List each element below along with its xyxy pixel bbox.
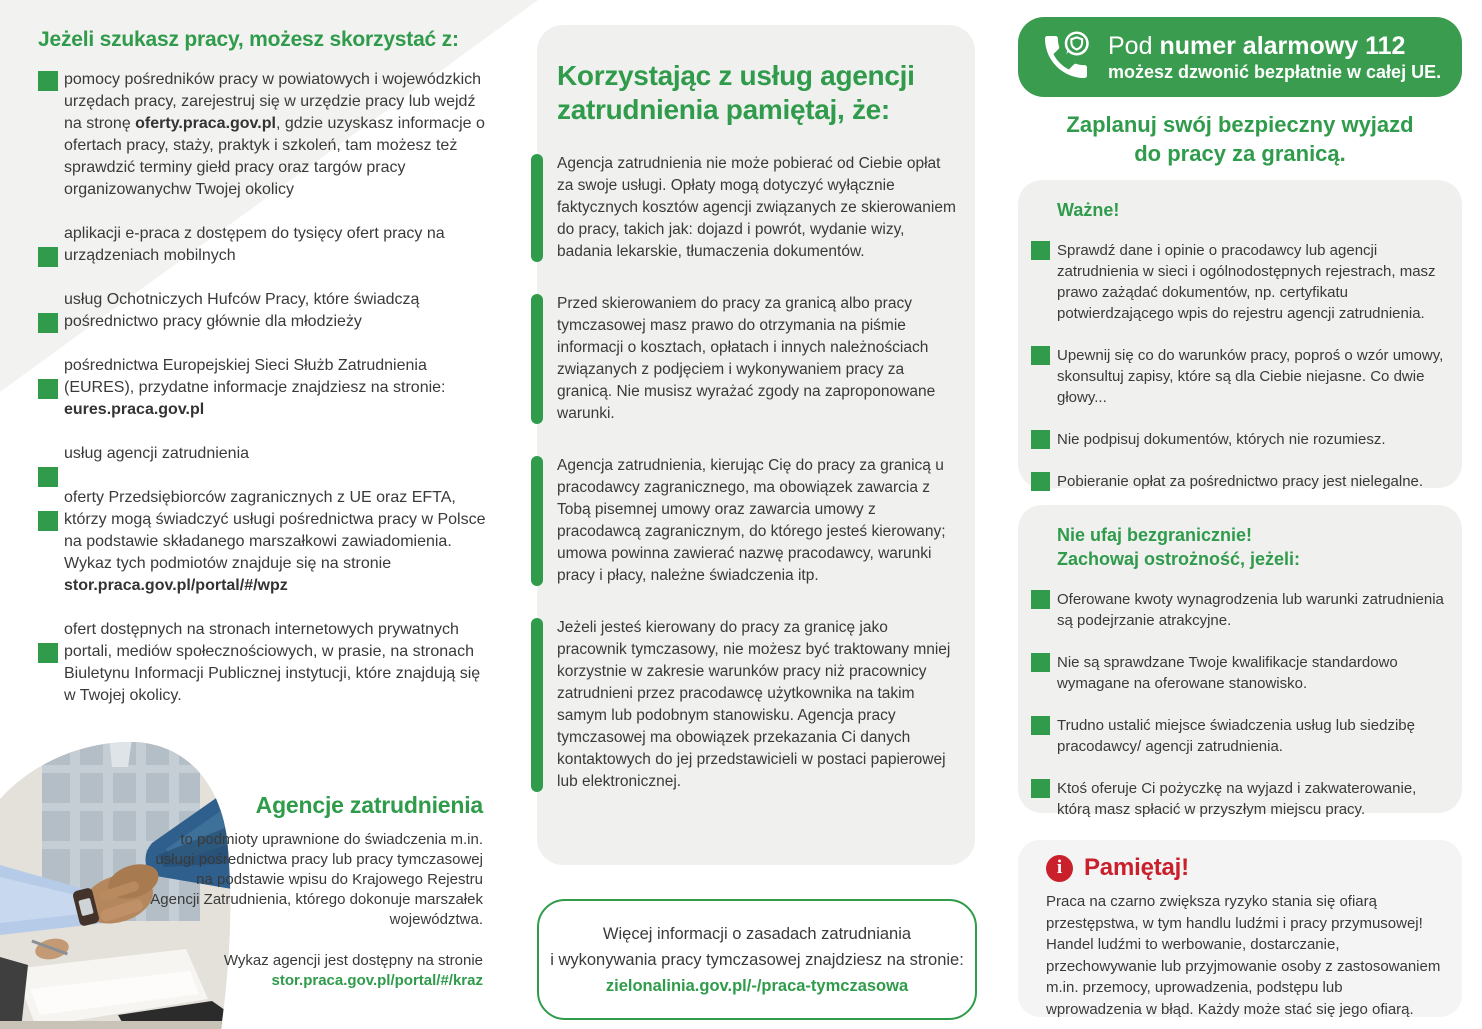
rule-paragraph [557,617,957,793]
bullet-square-icon [1031,346,1050,365]
caution-heading: Nie ufaj bezgranicznie! Zachowaj ostrożność, jeżeli: [1057,525,1301,569]
left-column [38,28,496,729]
info-icon: i [1046,855,1073,882]
rule-paragraph-text: Agencja zatrudnienia nie może pobierać od Ciebie opłat za swoje usługi. Opłaty mogą dotyczyć wyłącznie faktycznych kosztów agencji związanych ze skierowaniem do pracy, takich jak: dojazd i powrót, wydanie wizy, badania lekarskie, tłumaczenia dokumentów. [557,155,956,260]
bullet-square-icon [1031,241,1050,260]
list-item [38,487,496,597]
banner-title: Pod numer alarmowy 112 [1108,32,1406,60]
list-item-text: pośrednictwa Europejskiej Sieci Służb Zatrudnienia (EURES), przydatne informacje znajdziesz na stronie: eures.praca.gov.pl [64,357,446,418]
job-options-list [38,69,496,707]
more-info-line1: Więcej informacji o zasadach zatrudniania [602,924,912,943]
emergency-banner [1018,17,1462,97]
list-item [38,443,496,465]
list-item [38,355,496,421]
important-box [1018,180,1462,488]
list-item [1031,345,1444,408]
list-item-text: Oferowane kwoty wynagrodzenia lub warunki zatrudnienia są podejrzanie atrakcyjne. [1057,591,1444,629]
phone-112-icon [1038,29,1094,85]
list-item-text: Nie podpisuj dokumentów, których nie rozumiesz. [1057,431,1386,448]
list-item-text: Ktoś oferuje Ci pożyczkę na wyjazd i zakwaterowanie, którą masz spłacić w przyszłym miejscu pracy. [1057,780,1417,818]
left-heading: Jeżeli szukasz pracy, możesz skorzystać z: [38,28,459,51]
bullet-square-icon [38,643,58,663]
list-item [1031,429,1444,450]
list-item-text: Pobieranie opłat za pośrednictwo pracy jest nielegalne. [1057,473,1424,490]
bullet-square-icon [1031,653,1050,672]
bullet-square-icon [38,71,58,91]
caution-list [1031,589,1444,820]
agencies-section [148,792,483,991]
paragraph-accent-bar [531,154,543,262]
bullet-square-icon [38,313,58,333]
paragraph-accent-bar [531,294,543,424]
remember-box [1018,840,1462,1017]
list-item-text: Upewnij się co do warunków pracy, poproś o wzór umowy, skonsultuj zapisy, które są dla Ciebie niejasne. Co dwie głowy... [1057,347,1444,406]
list-item-text: aplikacji e-praca z dostępem do tysięcy ofert pracy na urządzeniach mobilnych [64,225,445,264]
bullet-square-icon [38,247,58,267]
kraz-link[interactable]: stor.praca.gov.pl/portal/#/kraz [271,972,483,989]
list-item [1031,778,1444,820]
list-item-text: usług Ochotniczych Hufców Pracy, które świadczą pośrednictwo pracy głównie dla młodzieży [64,291,420,330]
list-item [1031,652,1444,694]
bullet-square-icon [1031,590,1050,609]
list-item [1031,240,1444,324]
list-item [38,619,496,707]
more-info-line2: i wykonywania pracy tymczasowej znajdziesz na stronie: [550,950,964,969]
remember-body: Praca na czarno zwiększa ryzyko stania się ofiarą przestępstwa, w tym handlu ludźmi i pracy przymusowej! Handel ludźmi to werbowanie, dostarczanie, przechowywanie lub przyjmowanie osoby z zastosowaniem m.in. przemocy, uprowadzenia, podstępu lub wprowadzenia w błąd. Każdy może stać się jego ofiarą. [1046,893,1441,1018]
remember-heading: Pamiętaj! [1084,854,1189,881]
list-item [38,69,496,201]
list-item [1031,715,1444,757]
rule-paragraph [557,293,957,425]
list-item [1031,589,1444,631]
bullet-square-icon [1031,779,1050,798]
plan-heading: Zaplanuj swój bezpieczny wyjazd do pracy za granicą. [1066,112,1414,166]
more-info-box [537,899,977,1020]
bullet-square-icon [1031,472,1050,491]
bullet-square-icon [38,467,58,487]
remember-header [1046,854,1442,882]
list-item [38,289,496,333]
list-item-text: Sprawdź dane i opinie o pracodawcy lub agencji zatrudnienia w sieci i ogólnodostępnych rejestrach, masz prawo zażądać dokumentów, np. certyfikatu potwierdzającego wpis do rejestru agencji zatrudnienia. [1057,242,1436,322]
rule-paragraph-text: Agencja zatrudnienia, kierując Cię do pracy za granicą u pracodawcy zagranicznego, ma obowiązek zawarcia z Tobą pisemnej umowy oraz zawarcia umowy z pracodawcą zagranicznym, do którego jesteś kierowany; umowa powinna zawierać nazwę pracodawcy, warunki pracy i płacy, należne świadczenia itp. [557,457,946,584]
agencies-footer [148,951,483,991]
caution-box [1018,505,1462,818]
agencies-description: to podmioty uprawnione do świadczenia m.in. usługi pośrednictwa pracy lub pracy tymczasowej na podstawie wpisu do Krajowego Rejestru Agencji Zatrudnienia, którego dokonuje marszałek województwa. [150,831,483,928]
list-item [1031,471,1444,492]
list-item [38,223,496,267]
bullet-square-icon [38,511,58,531]
list-item-text: Trudno ustalić miejsce świadczenia usług lub siedzibę pracodawcy/ agencji zatrudnienia. [1057,717,1415,755]
middle-panel [537,25,975,865]
paragraph-accent-bar [531,618,543,792]
list-item-text: oferty Przedsiębiorców zagranicznych z UE oraz EFTA, którzy mogą świadczyć usługi pośrednictwa pracy w Polsce na podstawie składanego marszałkowi zawiadomienia. Wykaz tych podmiotów znajduje się na stronie stor.praca.gov.pl/portal/#/wpz [64,489,486,594]
bullet-square-icon [1031,716,1050,735]
list-item-text: usług agencji zatrudnienia [64,445,250,462]
rule-paragraph [557,153,957,263]
important-list [1031,240,1444,492]
agencies-footer-text: Wykaz agencji jest dostępny na stronie [223,952,483,969]
rule-paragraph-text: Przed skierowaniem do pracy za granicą albo pracy tymczasowej masz prawo do otrzymania na piśmie informacji o kosztach, opłatach i innych należnościach związanych z podjęciem i wykonywaniem pracy za granicą. Nie musisz wyrażać zgody na zaproponowane warunki. [557,295,936,422]
bullet-square-icon [1031,430,1050,449]
banner-text [1108,31,1441,83]
list-item-text: pomocy pośredników pracy w powiatowych i wojewódzkich urzędach pracy, zarejestruj się w urzędzie pracy lub wejdź na stronę oferty.praca.gov.pl, gdzie uzyskasz informacje o ofertach pracy, staży, praktyk i szkoleń, tam możesz też sprawdzić terminy giełd pracy oraz targów pracy organizowanychw Twojej okolicy [64,71,485,198]
list-item-text: ofert dostępnych na stronach internetowych prywatnych portali, mediów społecznościowych, w prasie, na stronach Biuletynu Informacji Publicznej instytucji, które znajdują się w Twojej okolicy. [64,621,481,704]
zielonalinia-link[interactable]: zielonalinia.gov.pl/-/praca-tymczasowa [605,976,909,995]
middle-heading: Korzystając z usług agencji zatrudnienia pamiętaj, że: [557,60,915,125]
list-item-text: Nie są sprawdzane Twoje kwalifikacje standardowo wymagane na oferowane stanowisko. [1057,654,1398,692]
banner-subtitle: możesz dzwonić bezpłatnie w całej UE. [1108,62,1442,82]
rule-paragraph [557,455,957,587]
bullet-square-icon [38,379,58,399]
rule-paragraph-text: Jeżeli jesteś kierowany do pracy za granicę jako pracownik tymczasowy, nie możesz być traktowany mniej korzystnie w zakresie warunków pracy niż pracownicy zatrudnieni przez pracodawcę użytkownika na takim samym lub podobnym stanowisku. Agencja pracy tymczasowej ma obowiązek przekazania Ci danych kontaktowych do jej przedstawicieli w postaci papierowej lub elektronicznej. [557,619,951,790]
important-heading: Ważne! [1057,200,1120,220]
paragraph-accent-bar [531,456,543,586]
agencies-heading: Agencje zatrudnienia [255,792,483,818]
